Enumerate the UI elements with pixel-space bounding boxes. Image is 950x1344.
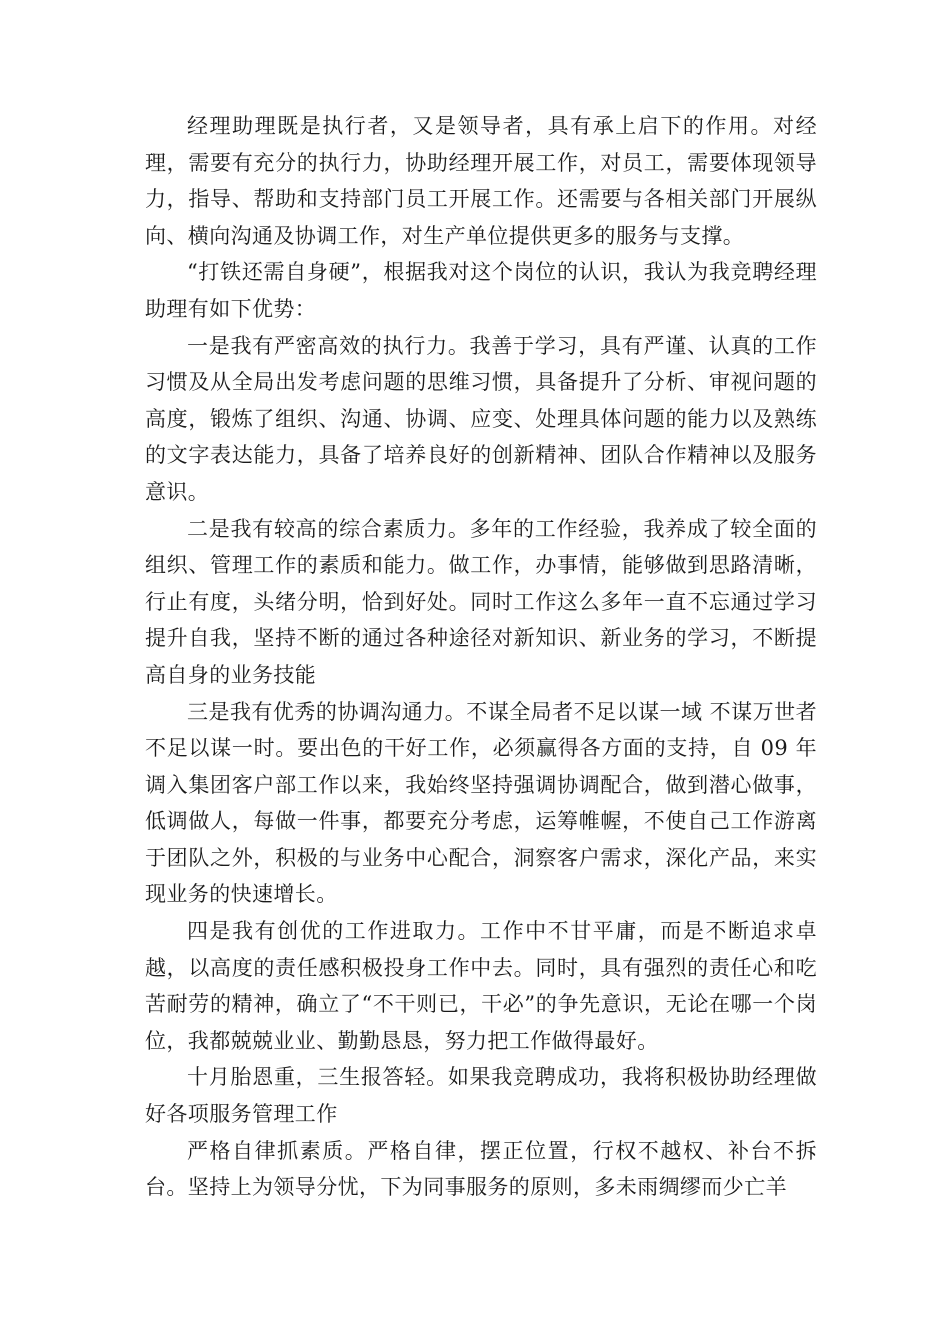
paragraph-2: “打铁还需自身硬”，根据我对这个岗位的认识，我认为我竞聘经理助理有如下优势： xyxy=(145,260,817,321)
paragraph-6: 四是我有创优的工作进取力。工作中不甘平庸，而是不断追求卓越，以高度的责任感积极投身工作中去。同时，具有强烈的责任心和吃苦耐劳的精神，确立了“不干则已，干必”的争先意识，无论在哪一个岗位，我都兢兢业业、勤勤恳恳，努力把工作做得最好。 xyxy=(145,919,817,1053)
paragraph-7: 十月胎恩重，三生报答轻。如果我竞聘成功，我将积极协助经理做好各项服务管理工作 xyxy=(145,1065,817,1127)
document-body xyxy=(145,108,817,1206)
paragraph-8: 严格自律抓素质。严格自律，摆正位置，行权不越权、补台不拆台。坚持上为领导分忧，下为同事服务的原则，多未雨绸缪而少亡羊 xyxy=(145,1138,817,1200)
paragraph-3: 一是我有严密高效的执行力。我善于学习，具有严谨、认真的工作习惯及从全局出发考虑问题的思维习惯，具备提升了分析、审视问题的高度，锻炼了组织、沟通、协调、应变、处理具体问题的能力以及熟练的文字表达能力，具备了培养良好的创新精神、团队合作精神以及服务意识。 xyxy=(145,333,817,504)
paragraph-5: 三是我有优秀的协调沟通力。不谋全局者不足以谋一域 不谋万世者不足以谋一时。要出色的干好工作，必须赢得各方面的支持，自 09 年调入集团客户部工作以来，我始终坚持强调协调配合，做到潜心做事，低调做人，每做一件事，都要充分考虑，运筹帷幄，不使自己工作游离于团队之外，积极的与业务中心配合，洞察客户需求，深化产品，来实现业务的快速增长。 xyxy=(145,699,817,907)
paragraph-4: 二是我有较高的综合素质力。多年的工作经验，我养成了较全面的组织、管理工作的素质和能力。做工作，办事情，能够做到思路清晰，行止有度，头绪分明，恰到好处。同时工作这么多年一直不忘通过学习提升自我，坚持不断的通过各种途径对新知识、新业务的学习，不断提高自身的业务技能 xyxy=(145,516,817,687)
paragraph-1: 经理助理既是执行者，又是领导者，具有承上启下的作用。对经理，需要有充分的执行力，协助经理开展工作，对员工，需要体现领导力，指导、帮助和支持部门员工开展工作。还需要与各相关部门开展纵向、横向沟通及协调工作，对生产单位提供更多的服务与支撑。 xyxy=(145,114,817,248)
